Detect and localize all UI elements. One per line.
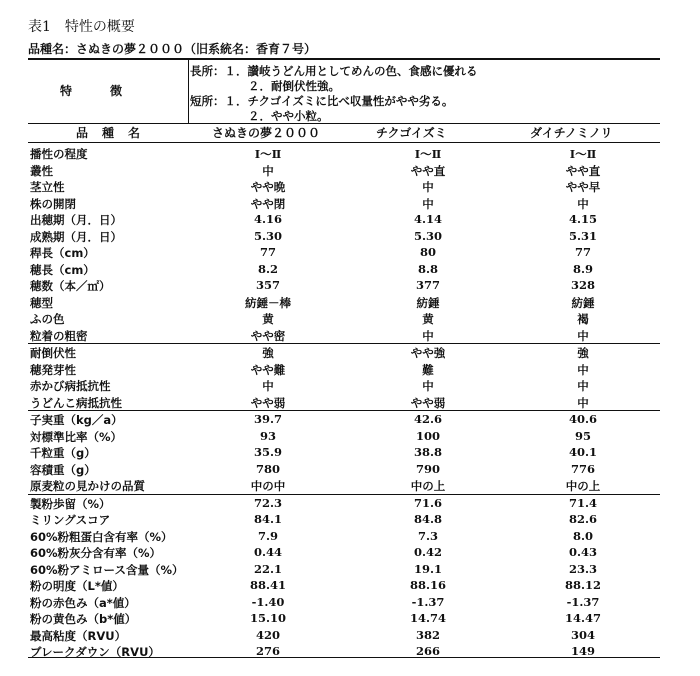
cell-value: 88.41 bbox=[249, 578, 286, 592]
row-label: 茎立性 bbox=[30, 180, 65, 194]
cell-value: 22.1 bbox=[253, 561, 282, 576]
cell-value: 難 bbox=[422, 362, 434, 377]
cell-value: やや弱 bbox=[410, 395, 446, 410]
row-label: 株の開閉 bbox=[30, 196, 76, 211]
row-label: 製粉歩留（%） bbox=[30, 496, 111, 511]
table-title bbox=[28, 16, 135, 36]
cell-value: 82.6 bbox=[568, 512, 597, 526]
cell-value: 4.16 bbox=[253, 212, 282, 226]
table-row bbox=[28, 294, 660, 311]
row-label: 原麦粒の見かけの品質 bbox=[30, 479, 145, 493]
row-label: 粒着の粗密 bbox=[30, 328, 88, 343]
cell-value: 中 bbox=[577, 379, 589, 393]
cell-value: やや難 bbox=[250, 362, 286, 377]
cell-value: 420 bbox=[255, 627, 280, 642]
cell-value: 中 bbox=[577, 328, 589, 343]
cell-value: 中 bbox=[577, 395, 589, 410]
row-label: 穂発芽性 bbox=[30, 362, 76, 377]
cell-value: やや弱 bbox=[250, 395, 286, 410]
table-row bbox=[28, 377, 660, 394]
row-label: 穂長（cm） bbox=[30, 262, 95, 277]
row-label: 対標準比率（%） bbox=[30, 429, 123, 444]
cell-value: 中 bbox=[422, 379, 434, 393]
table-row bbox=[28, 494, 660, 512]
cell-value: 8.9 bbox=[572, 261, 593, 276]
cell-value: 149 bbox=[570, 644, 595, 658]
row-label: 出穂期（月．日） bbox=[30, 213, 122, 227]
cell-value: 382 bbox=[415, 627, 440, 642]
cell-value: 中の上 bbox=[410, 479, 446, 493]
cell-value: 357 bbox=[255, 278, 280, 292]
table-row bbox=[28, 410, 660, 428]
cell-value: 中の中 bbox=[250, 479, 286, 493]
row-label: 粉の赤色み（a*値） bbox=[30, 595, 136, 610]
row-label: 穂型 bbox=[30, 295, 53, 310]
table-row bbox=[28, 277, 660, 294]
cell-value: 84.8 bbox=[413, 512, 442, 526]
table-row bbox=[28, 327, 660, 344]
table-row bbox=[28, 178, 660, 195]
row-label: 容積重（g） bbox=[30, 462, 96, 477]
cell-value: 5.31 bbox=[568, 228, 597, 243]
cell-value: 黄 bbox=[422, 312, 434, 326]
column-header-sanuki: さぬきの夢２０００ bbox=[212, 126, 321, 140]
table-row bbox=[28, 561, 660, 578]
cell-value: 7.9 bbox=[257, 528, 278, 543]
cell-value: やや直 bbox=[410, 163, 446, 178]
cell-value: 93 bbox=[259, 428, 276, 443]
row-label: 耐倒伏性 bbox=[30, 346, 76, 360]
cell-value: -1.37 bbox=[411, 594, 445, 609]
cell-value: 71.6 bbox=[413, 495, 442, 510]
table-row bbox=[28, 528, 660, 545]
cell-value: 95 bbox=[574, 428, 591, 443]
cell-value: 強 bbox=[262, 346, 274, 360]
cell-value: 42.6 bbox=[413, 412, 442, 426]
cell-value: 71.4 bbox=[568, 495, 597, 510]
cell-value: やや強 bbox=[410, 346, 446, 360]
feature-line: ２．耐倒伏性強。 bbox=[248, 79, 340, 93]
cell-value: 0.44 bbox=[253, 545, 282, 559]
table-row bbox=[28, 477, 660, 494]
cell-value: 中の上 bbox=[565, 479, 601, 493]
cell-value: 5.30 bbox=[253, 228, 282, 243]
cell-value: 0.42 bbox=[413, 545, 442, 559]
cell-value: -1.37 bbox=[566, 594, 600, 609]
column-header-variety: 品種名 bbox=[76, 126, 155, 140]
cell-value: 40.1 bbox=[568, 445, 597, 459]
feature-line: 長所：１．讃岐うどん用としてめんの色、食感に優れる bbox=[190, 64, 478, 78]
table-row bbox=[28, 244, 660, 261]
cell-value: 80 bbox=[419, 245, 436, 259]
table-row bbox=[28, 444, 660, 461]
cell-value: Ⅰ～Ⅱ bbox=[414, 147, 442, 161]
row-label: ふの色 bbox=[30, 312, 65, 326]
feature-divider bbox=[188, 59, 189, 123]
row-label: 粉の黄色み（b*値） bbox=[30, 612, 137, 626]
cell-value: 266 bbox=[415, 644, 440, 658]
cell-value: 40.6 bbox=[568, 412, 597, 426]
cell-value: 38.8 bbox=[413, 445, 442, 459]
cell-value: 780 bbox=[255, 461, 280, 476]
table-row bbox=[28, 361, 660, 378]
table-row bbox=[28, 428, 660, 445]
rule-bottom bbox=[28, 657, 660, 658]
cell-value: 328 bbox=[570, 278, 595, 292]
table-title-text: 特性の概要 bbox=[64, 19, 135, 35]
cell-value: やや直 bbox=[565, 163, 601, 178]
row-label: 叢性 bbox=[30, 163, 53, 178]
cell-value: 8.8 bbox=[417, 261, 438, 276]
cell-value: 35.9 bbox=[253, 445, 282, 459]
features-label: 特徴 bbox=[60, 84, 161, 98]
cell-value: 72.3 bbox=[253, 495, 282, 510]
column-header-daichi: ダイチノミノリ bbox=[530, 126, 613, 140]
cell-value: 84.1 bbox=[253, 512, 282, 526]
cell-value: 7.3 bbox=[417, 528, 438, 543]
cell-value: 中 bbox=[262, 379, 274, 393]
cell-value: 中 bbox=[577, 196, 589, 211]
variety-name: 品種名：さぬきの夢２０００（旧系統名：香育７号） bbox=[28, 42, 317, 56]
feature-line: 短所：１．チクゴイズミに比べ収量性がやや劣る。 bbox=[190, 94, 454, 108]
cell-value: 紡錘 bbox=[571, 295, 595, 310]
table-row bbox=[28, 162, 660, 179]
row-label: ブレークダウン（RVU） bbox=[30, 645, 160, 659]
table-row bbox=[28, 461, 660, 478]
cell-value: やや閉 bbox=[250, 196, 286, 211]
cell-value: 0.43 bbox=[568, 545, 597, 559]
cell-value: 中 bbox=[422, 328, 434, 343]
table-row bbox=[28, 228, 660, 245]
table-row bbox=[28, 577, 660, 594]
cell-value: 中 bbox=[577, 362, 589, 377]
table-row bbox=[28, 261, 660, 278]
data-table bbox=[28, 145, 660, 660]
table-row bbox=[28, 610, 660, 627]
cell-value: 377 bbox=[415, 278, 440, 292]
row-label: 播性の程度 bbox=[30, 147, 88, 161]
cell-value: 276 bbox=[255, 644, 280, 658]
table-row bbox=[28, 195, 660, 212]
row-label: 赤かび病抵抗性 bbox=[30, 379, 111, 393]
cell-value: 14.47 bbox=[564, 611, 601, 625]
row-label: ミリングスコア bbox=[30, 513, 111, 527]
cell-value: 中 bbox=[422, 196, 434, 211]
table-row bbox=[28, 394, 660, 411]
row-label: 子実重（kg／a） bbox=[30, 413, 123, 427]
rule-header-bottom bbox=[28, 142, 660, 143]
row-label: 千粒重（g） bbox=[30, 446, 96, 460]
cell-value: 中 bbox=[262, 163, 274, 178]
row-label: 60%粉アミロース含量（%） bbox=[30, 562, 184, 577]
cell-value: やや早 bbox=[565, 180, 601, 194]
cell-value: Ⅰ～Ⅱ bbox=[254, 147, 282, 161]
cell-value: 776 bbox=[570, 461, 595, 476]
table-row bbox=[28, 343, 660, 361]
cell-value: 23.3 bbox=[568, 561, 597, 576]
cell-value: 77 bbox=[259, 245, 276, 259]
cell-value: 黄 bbox=[262, 312, 274, 326]
cell-value: 88.16 bbox=[409, 578, 446, 592]
row-label: 60%粉粗蛋白含有率（%） bbox=[30, 529, 173, 544]
table-row bbox=[28, 511, 660, 528]
feature-line: ２．やや小粒。 bbox=[248, 109, 329, 123]
row-label: うどんこ病抵抗性 bbox=[30, 395, 122, 410]
cell-value: 中 bbox=[422, 180, 434, 194]
cell-value: 8.0 bbox=[572, 528, 593, 543]
cell-value: 紡錘 bbox=[416, 295, 440, 310]
cell-value: やや晩 bbox=[250, 180, 286, 194]
table-row bbox=[28, 145, 660, 162]
cell-value: 5.30 bbox=[413, 228, 442, 243]
table-number: 表1 bbox=[28, 19, 51, 35]
table-row bbox=[28, 544, 660, 561]
table-row bbox=[28, 627, 660, 644]
row-label: 最高粘度（RVU） bbox=[30, 628, 127, 643]
cell-value: 4.15 bbox=[568, 212, 597, 226]
cell-value: 19.1 bbox=[413, 561, 442, 576]
row-label: 稈長（cm） bbox=[30, 246, 95, 260]
rule-top bbox=[28, 58, 660, 60]
row-label: 粉の明度（L*値） bbox=[30, 579, 124, 593]
cell-value: 8.2 bbox=[257, 261, 278, 276]
cell-value: -1.40 bbox=[251, 594, 285, 609]
column-header-chikugo: チクゴイズミ bbox=[376, 126, 447, 140]
cell-value: 77 bbox=[574, 245, 591, 259]
table-row bbox=[28, 211, 660, 228]
table-row bbox=[28, 594, 660, 611]
cell-value: 褐 bbox=[577, 312, 589, 326]
cell-value: 100 bbox=[415, 428, 440, 443]
row-label: 穂数（本／㎡） bbox=[30, 279, 111, 293]
cell-value: 88.12 bbox=[564, 578, 601, 592]
cell-value: 強 bbox=[577, 346, 589, 360]
cell-value: やや密 bbox=[250, 328, 286, 343]
cell-value: 39.7 bbox=[253, 412, 282, 426]
cell-value: 14.74 bbox=[409, 611, 446, 625]
cell-value: 304 bbox=[570, 627, 595, 642]
table-row bbox=[28, 310, 660, 327]
cell-value: Ⅰ～Ⅱ bbox=[569, 147, 597, 161]
cell-value: 4.14 bbox=[413, 212, 442, 226]
cell-value: 15.10 bbox=[249, 611, 286, 625]
row-label: 60%粉灰分含有率（%） bbox=[30, 546, 162, 560]
cell-value: 790 bbox=[415, 461, 440, 476]
row-label: 成熟期（月．日） bbox=[30, 229, 122, 244]
cell-value: 紡錘－棒 bbox=[245, 295, 291, 310]
